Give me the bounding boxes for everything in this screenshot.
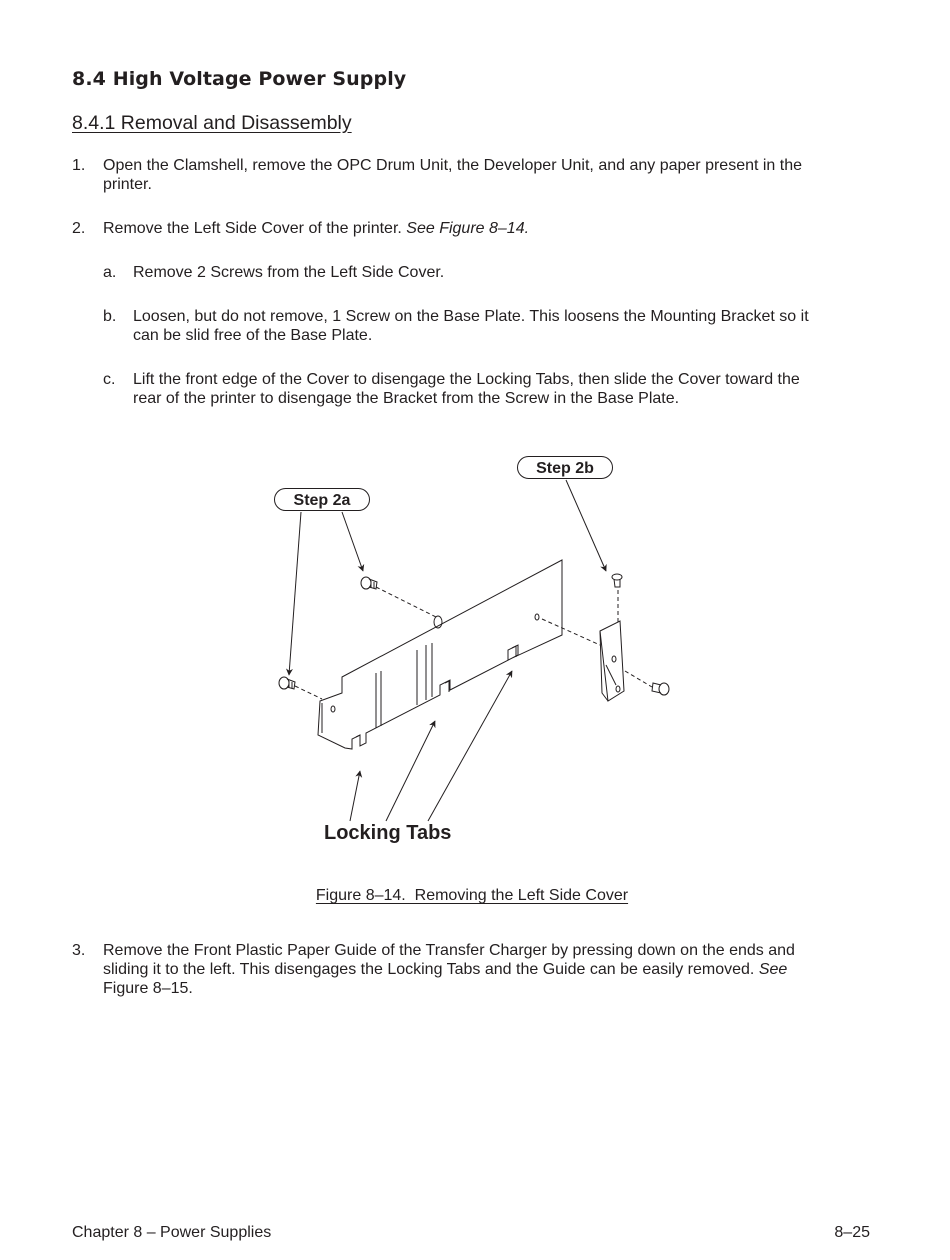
- step-text: Loosen, but do not remove, 1 Screw on the Base Plate. This loosens the Mounting Bracket so it can be slid free of the Base Plate.: [133, 308, 809, 344]
- step-number: c.: [103, 371, 116, 388]
- callout-step-2a: Step 2a: [274, 488, 370, 511]
- step-text: Lift the front edge of the Cover to disengage the Locking Tabs, then slide the Cover toward the rear of the printer to disengage the Bracket from the Screw in the Base Plate.: [133, 371, 800, 407]
- figure-caption: [0, 887, 944, 905]
- step-text: Remove the Front Plastic Paper Guide of the Transfer Charger by pressing down on the ends and sliding it to the left. This disengages the Locking Tabs and the Guide can be easily removed.: [103, 942, 795, 978]
- see-label: See: [758, 961, 788, 978]
- section-heading: [72, 68, 406, 90]
- subsection-heading: 8.4.1 Removal and Disassembly: [72, 112, 352, 134]
- figure-reference: See Figure 8–14.: [406, 220, 530, 237]
- figure-left-side-cover: [250, 445, 700, 855]
- step-number: 1.: [72, 157, 86, 174]
- step-number: 2.: [72, 220, 86, 237]
- figure-caption-text: Figure 8–14. Removing the Left Side Cover: [315, 887, 629, 904]
- section-number: 8.4: [72, 68, 106, 90]
- footer-chapter: Chapter 8 – Power Supplies: [72, 1224, 272, 1241]
- step-text: Remove the Left Side Cover of the printer.: [103, 220, 402, 237]
- step-text: Remove 2 Screws from the Left Side Cover.: [133, 264, 445, 281]
- figure-reference: Figure 8–15.: [103, 980, 193, 997]
- step-text: Open the Clamshell, remove the OPC Drum Unit, the Developer Unit, and any paper present in the printer.: [103, 157, 803, 193]
- step-number: a.: [103, 264, 117, 281]
- step-number: b.: [103, 308, 117, 325]
- step-number: 3.: [72, 942, 86, 959]
- footer-page-number: 8–25: [834, 1224, 870, 1241]
- section-title: High Voltage Power Supply: [112, 68, 407, 90]
- locking-tabs-label: Locking Tabs: [324, 822, 452, 844]
- callout-step-2b: Step 2b: [517, 456, 613, 479]
